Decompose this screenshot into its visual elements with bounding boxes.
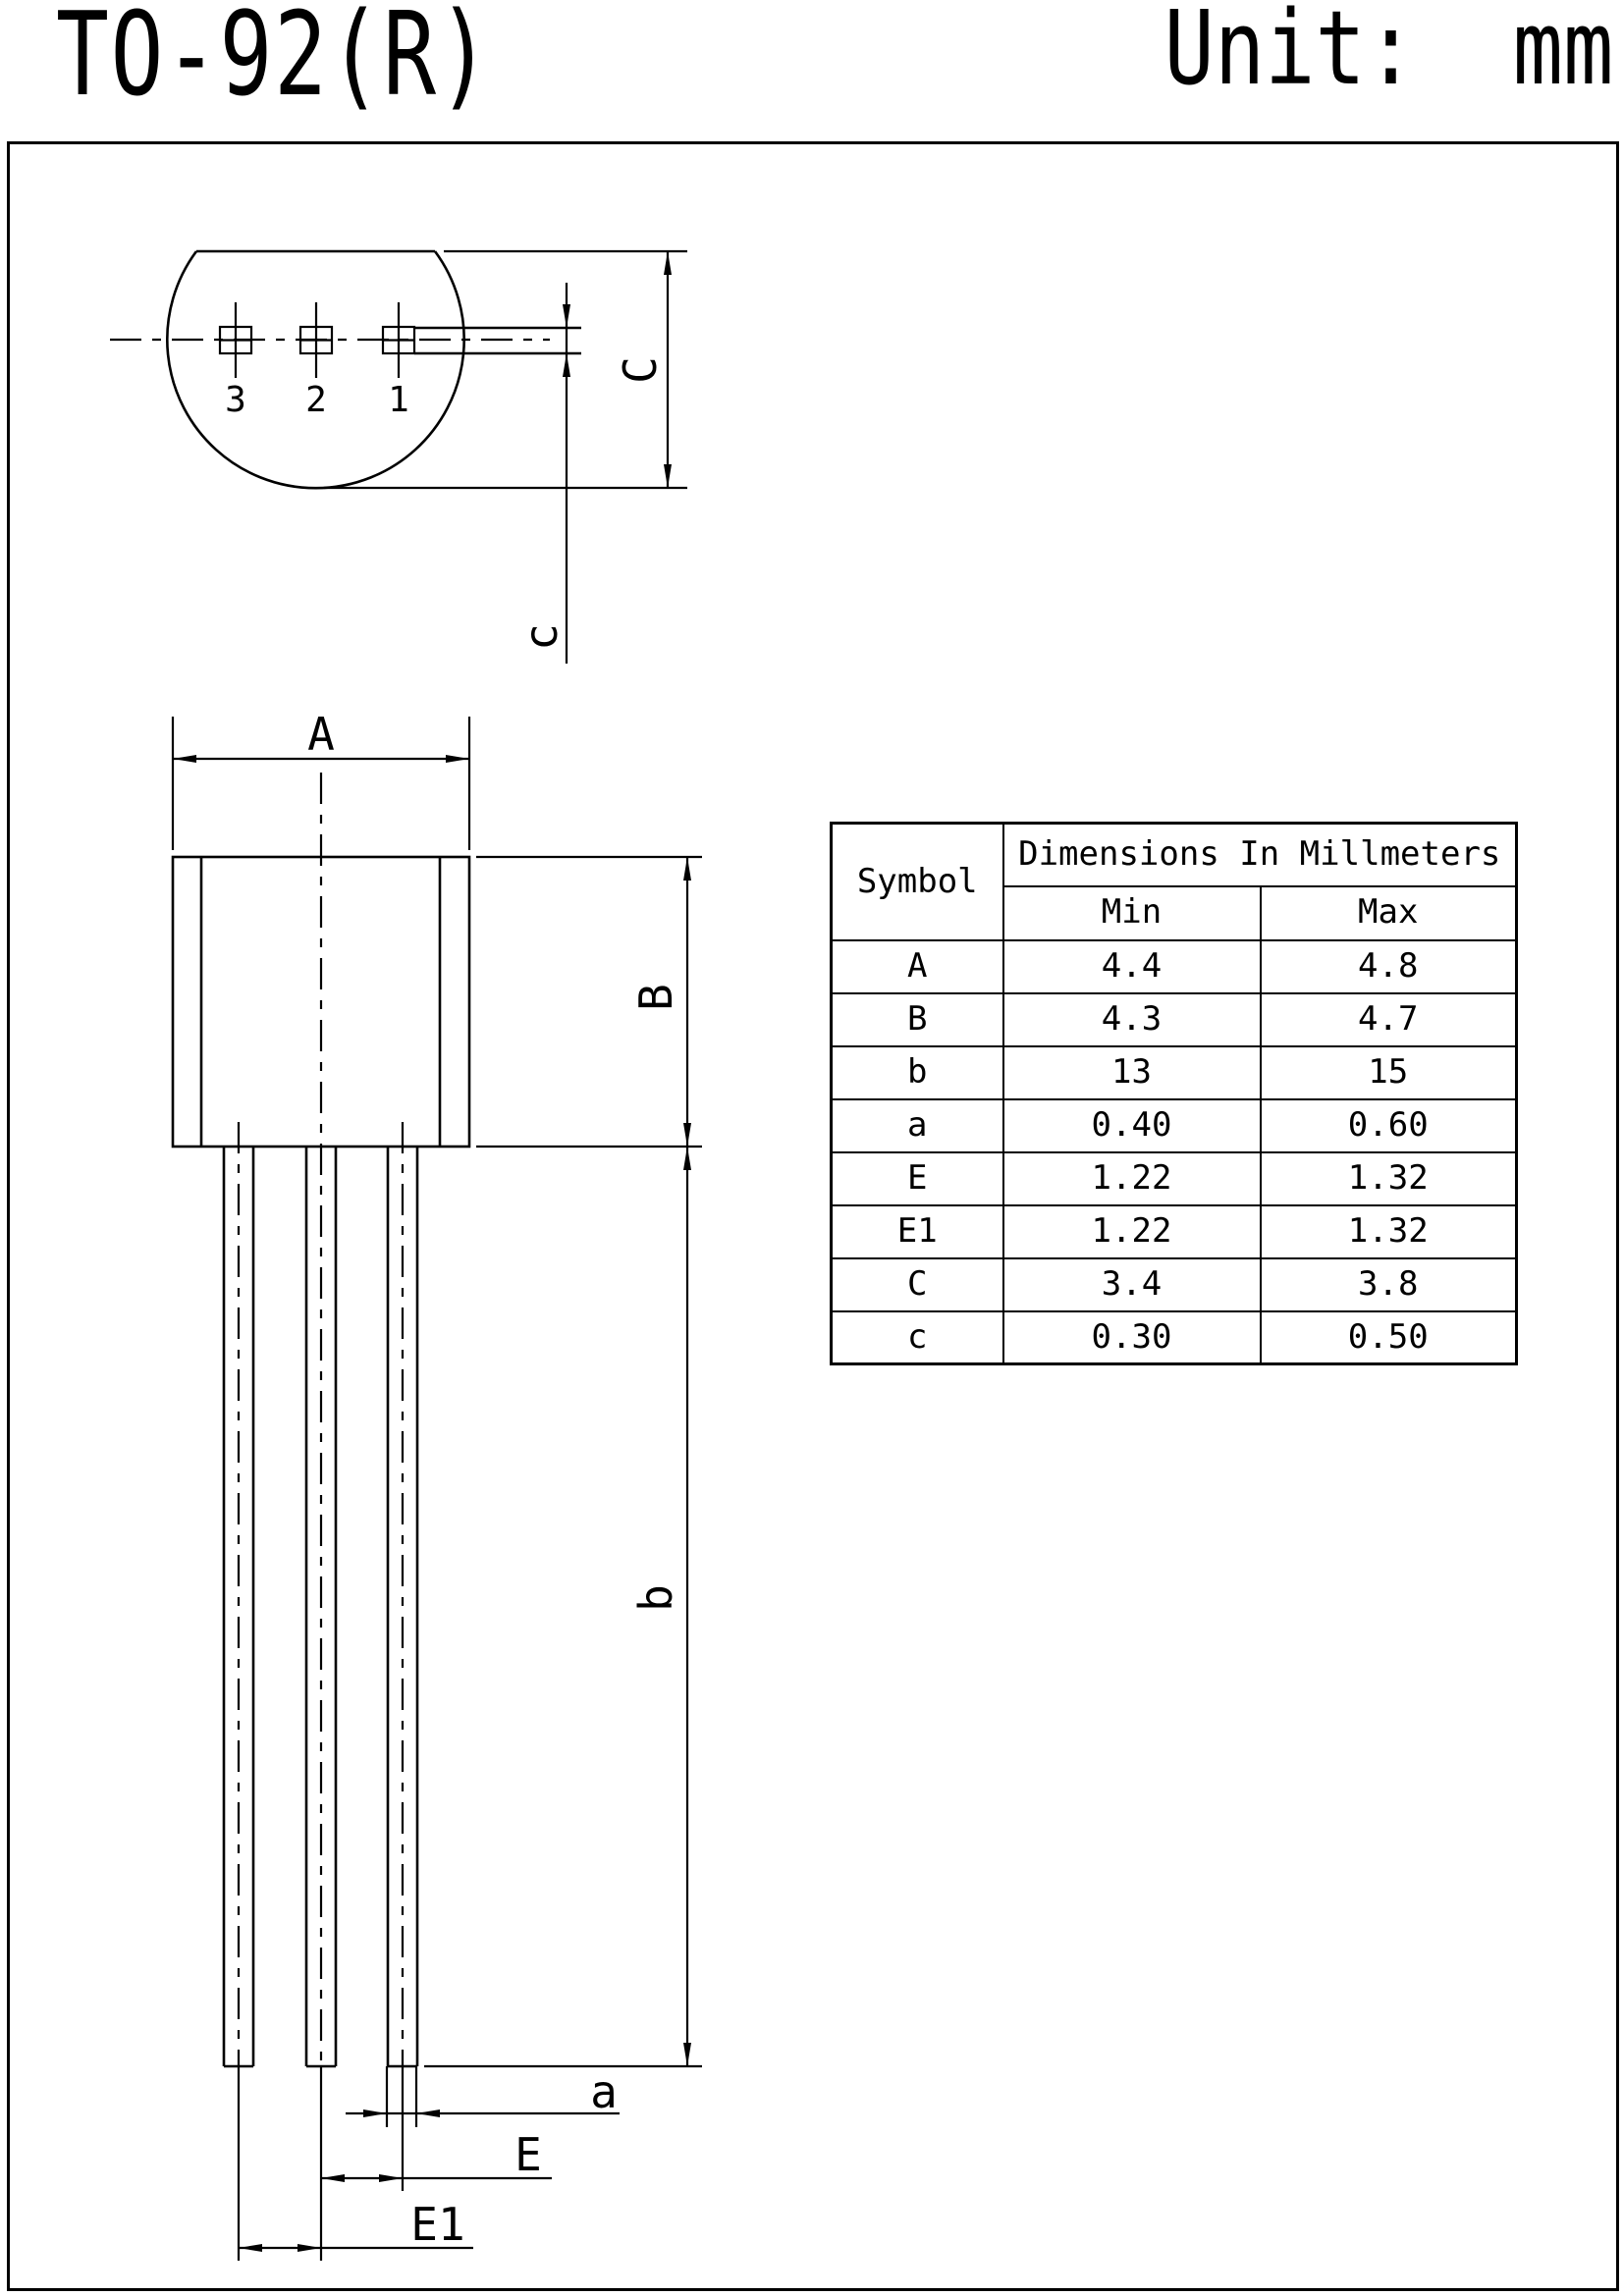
dim-label-b: b [629,1584,682,1612]
cell-max: 4.8 [1261,940,1517,993]
cell-min: 3.4 [1003,1258,1261,1311]
cell-min: 0.30 [1003,1311,1261,1364]
cell-min: 1.22 [1003,1205,1261,1258]
pin-3-label: 3 [225,380,246,420]
package-title: TO-92(R) [56,0,493,122]
cell-symbol: A [832,940,1003,993]
table-row [832,940,1517,993]
dim-label-c: c [514,623,568,651]
dim-b-length [424,1147,702,2066]
table-row [832,1258,1517,1311]
dim-label-E1: E1 [410,2198,465,2251]
dim-label-A: A [307,708,335,761]
cell-min: 4.4 [1003,940,1261,993]
table-row [832,1311,1517,1364]
top-view [110,251,581,488]
cell-max: 0.60 [1261,1099,1517,1152]
dim-a-width [346,2065,620,2127]
dim-label-a: a [590,2065,618,2118]
pin-1-label: 1 [388,380,409,420]
cell-symbol: E1 [832,1205,1003,1258]
table-row [832,1205,1517,1258]
dim-label-E: E [514,2128,542,2181]
cell-min: 0.40 [1003,1099,1261,1152]
cell-symbol: B [832,993,1003,1046]
unit-value: mm [1512,0,1613,108]
cell-symbol: b [832,1046,1003,1099]
table-row [832,1046,1517,1099]
table-header-symbol: Symbol [832,824,1003,940]
table-row [832,1099,1517,1152]
cell-symbol: C [832,1258,1003,1311]
table-header-row [832,824,1517,886]
cell-max: 4.7 [1261,993,1517,1046]
pin-2-label: 2 [305,380,327,420]
cell-min: 4.3 [1003,993,1261,1046]
cell-symbol: c [832,1311,1003,1364]
dim-E1 [239,2066,473,2261]
cell-symbol: a [832,1099,1003,1152]
dimensions-table [830,822,1518,1365]
table-header-max: Max [1261,886,1517,940]
cell-max: 15 [1261,1046,1517,1099]
dim-label-C: C [614,356,667,384]
table-header-min: Min [1003,886,1261,940]
cell-max: 3.8 [1261,1258,1517,1311]
cell-min: 13 [1003,1046,1261,1099]
front-view [173,773,469,2066]
cell-max: 0.50 [1261,1311,1517,1364]
cell-min: 1.22 [1003,1152,1261,1205]
cell-max: 1.32 [1261,1152,1517,1205]
cell-max: 1.32 [1261,1205,1517,1258]
dim-C [324,251,687,488]
dim-c-small [514,283,570,664]
table-row [832,993,1517,1046]
unit-label: Unit: [1163,0,1416,108]
dim-B [476,857,702,1147]
cell-symbol: E [832,1152,1003,1205]
dim-label-B: B [629,984,682,1011]
table-row [832,1152,1517,1205]
table-header-group: Dimensions In Millmeters [1003,824,1517,886]
